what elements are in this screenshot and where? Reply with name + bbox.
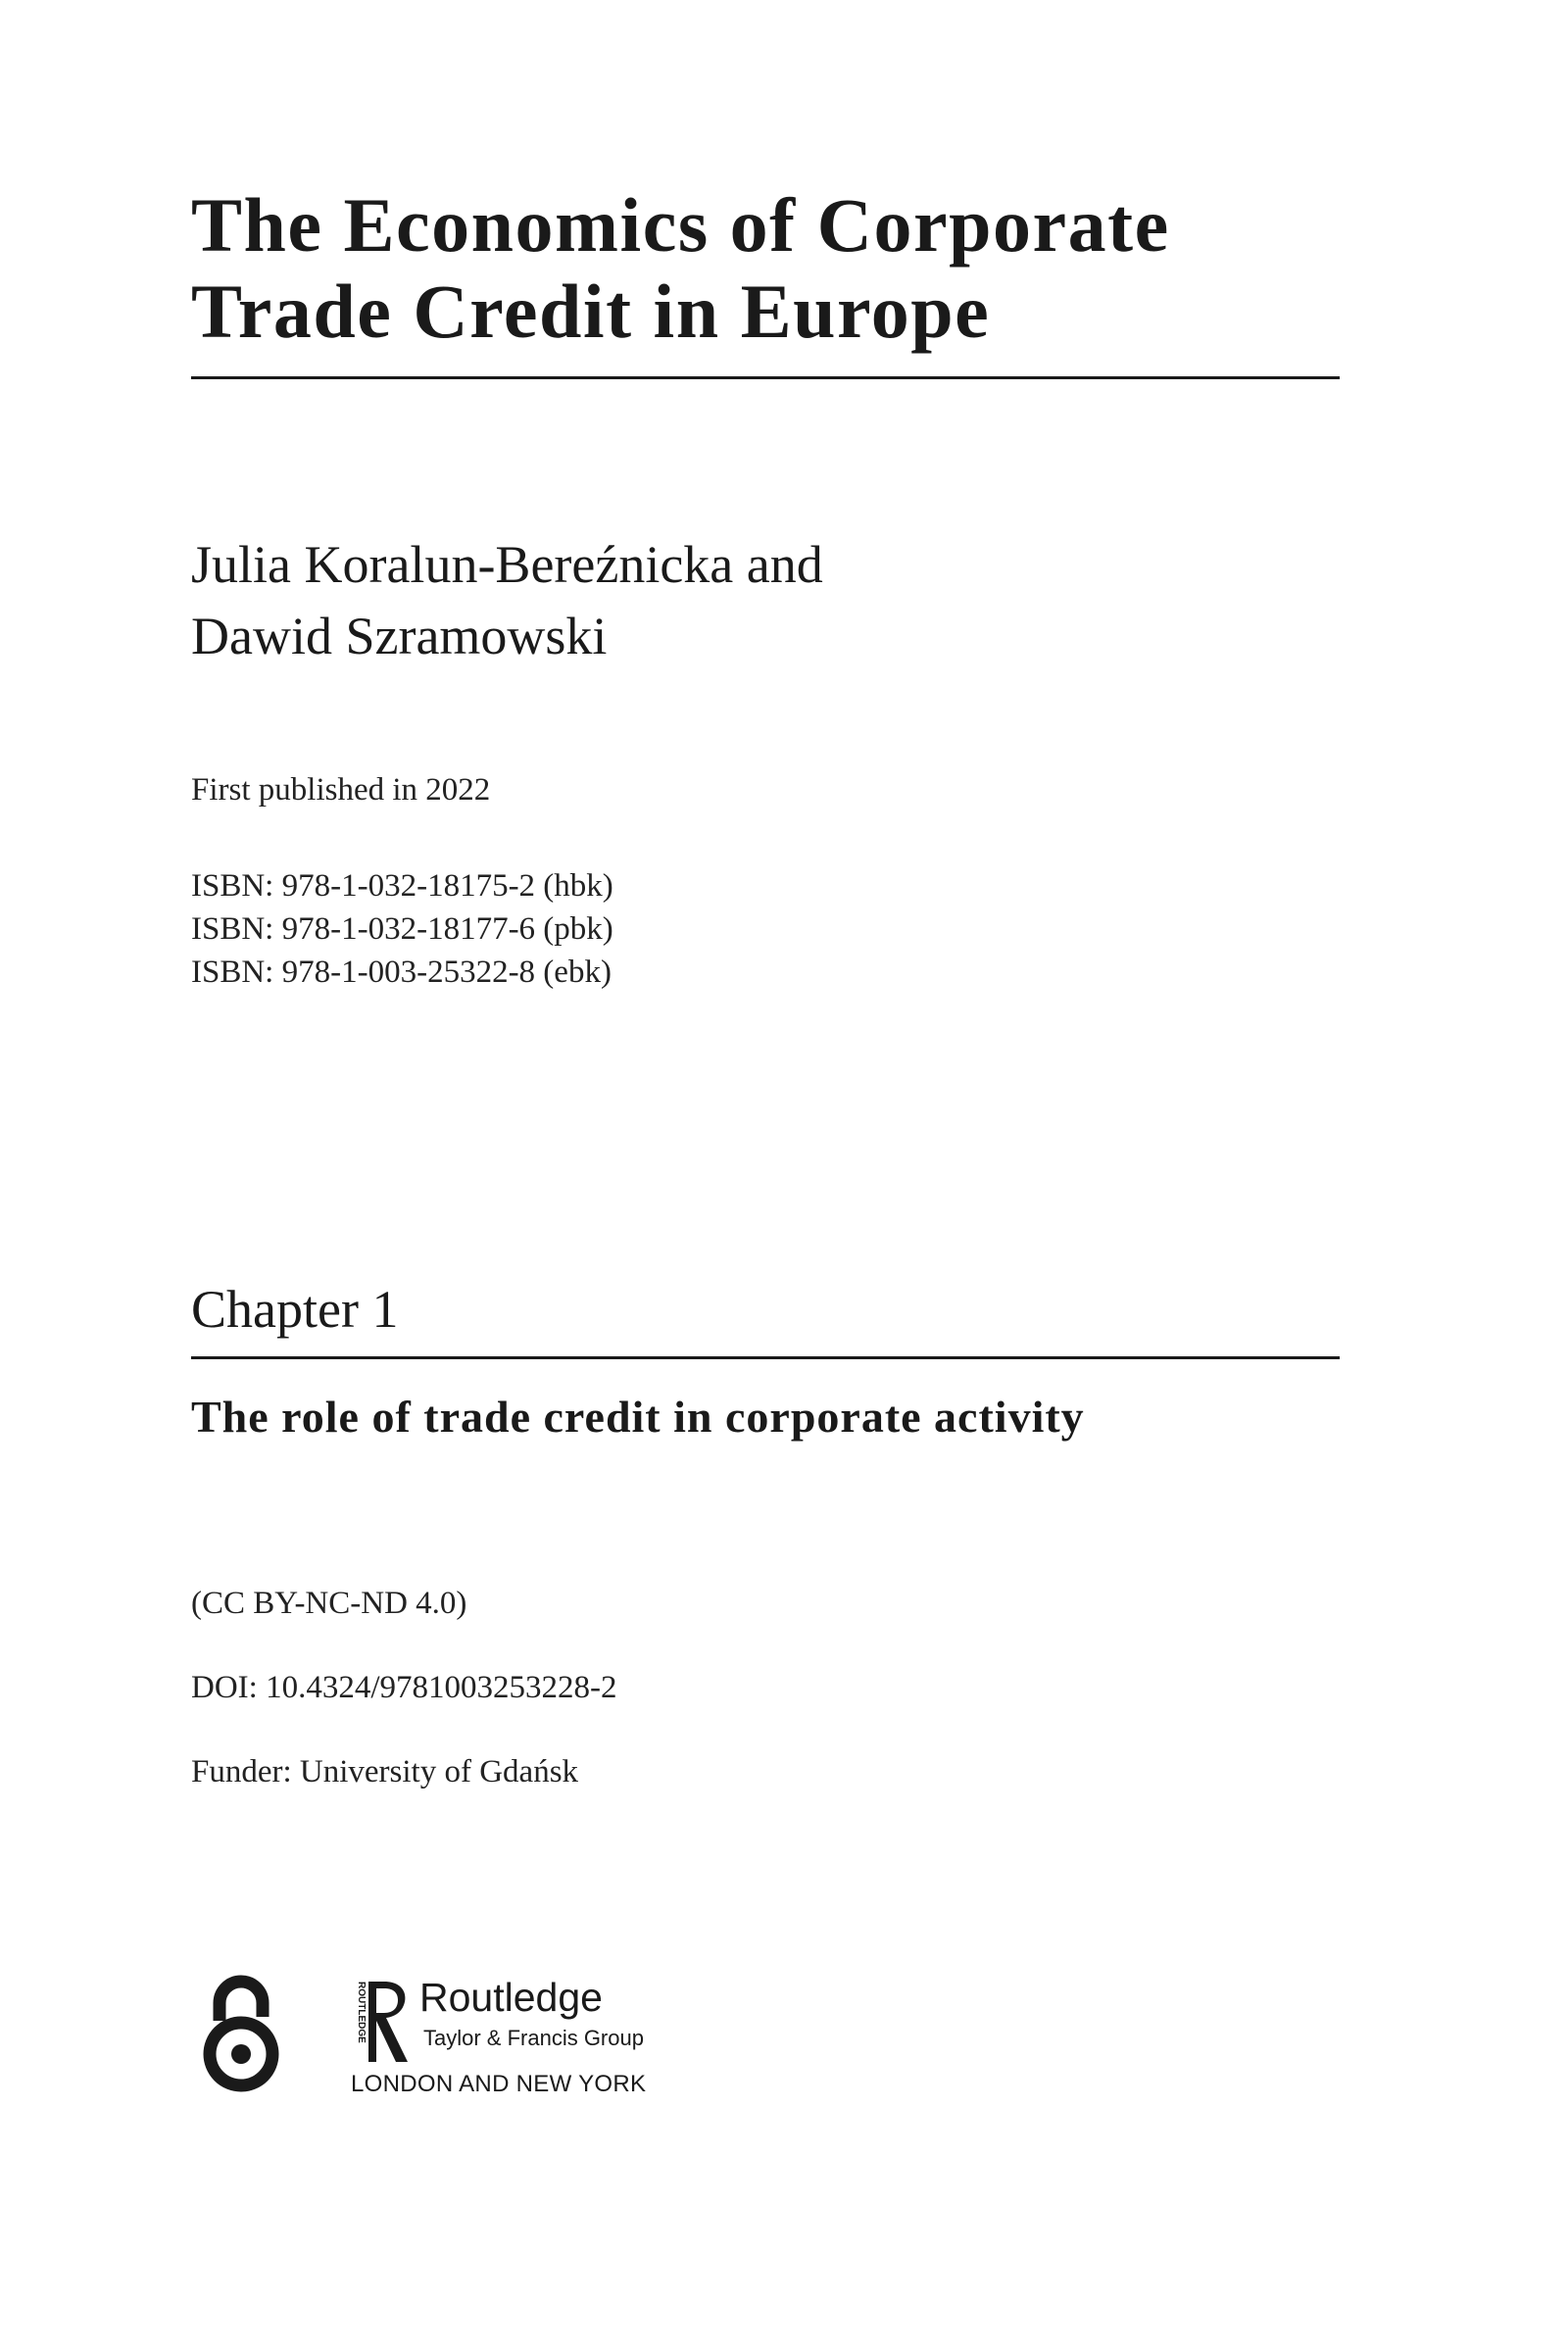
book-title-line-2: Trade Credit in Europe <box>191 269 991 354</box>
first-published: First published in 2022 <box>191 772 491 808</box>
book-title <box>191 182 1348 355</box>
chapter-divider <box>191 1356 1340 1359</box>
routledge-vertical-text: ROUTLEDGE <box>356 1982 367 2043</box>
isbn-hbk: ISBN: 978-1-032-18175-2 (hbk) <box>191 868 613 904</box>
isbn-ebk: ISBN: 978-1-003-25322-8 (ebk) <box>191 955 612 990</box>
publisher-cities: LONDON AND NEW YORK <box>351 2071 647 2097</box>
open-access-icon <box>196 1974 286 2093</box>
isbn-list <box>191 864 613 994</box>
doi-text: DOI: 10.4324/9781003253228-2 <box>191 1670 617 1705</box>
author-line-1: Julia Koralun-Bereźnicka and <box>191 535 823 594</box>
publisher-name: Routledge <box>419 1975 603 2020</box>
book-title-line-1: The Economics of Corporate <box>191 182 1170 268</box>
chapter-label: Chapter 1 <box>191 1280 399 1339</box>
author-line-2: Dawid Szramowski <box>191 607 608 665</box>
routledge-r-icon <box>349 1978 410 2066</box>
publisher-group: Taylor & Francis Group <box>423 2026 644 2050</box>
funder-text: Funder: University of Gdańsk <box>191 1754 579 1789</box>
title-divider <box>191 376 1340 379</box>
isbn-pbk: ISBN: 978-1-032-18177-6 (pbk) <box>191 911 613 947</box>
publisher-logo <box>349 1974 662 2101</box>
chapter-title: The role of trade credit in corporate activity <box>191 1392 1085 1442</box>
license-text: (CC BY-NC-ND 4.0) <box>191 1586 467 1621</box>
authors <box>191 529 823 672</box>
